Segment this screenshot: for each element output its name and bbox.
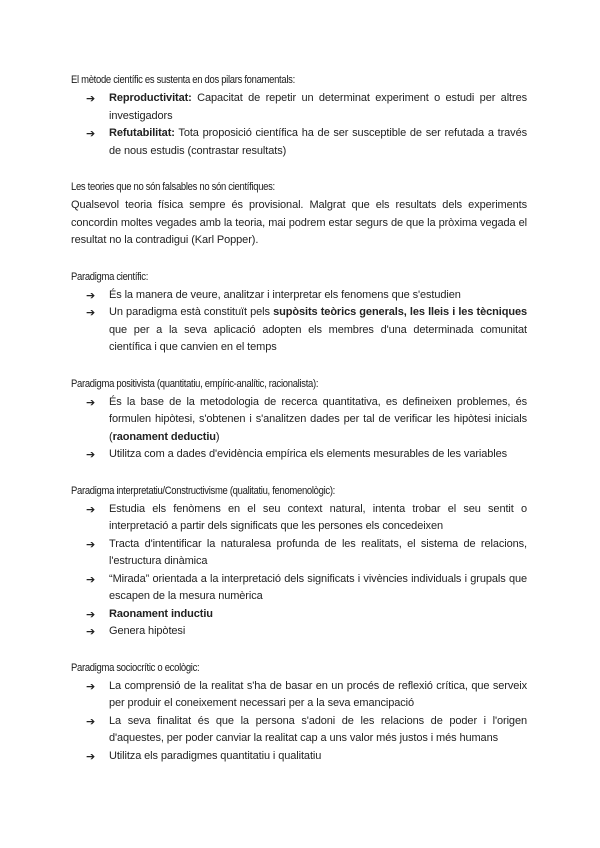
item-text: Tota proposició científica ha de ser susceptible de ser refutada a través de nous estudis (contrastar resultats) bbox=[109, 127, 527, 157]
item-text: La comprensió de la realitat s'ha de basar en un procés de reflexió crítica, que serveix per produir el coneixement necessari per a la seva emancipació bbox=[109, 679, 527, 709]
list-item bbox=[71, 623, 527, 641]
item-text: Utilitza els paradigmes quantitatiu i qualitatiu bbox=[109, 749, 322, 762]
list-item bbox=[71, 571, 527, 606]
section-heading: El mètode científic es sustenta en dos pilars fonamentals: bbox=[71, 74, 295, 86]
bold-term: supòsits teòrics generals, les lleis i les tècniques bbox=[273, 306, 527, 318]
arrow-bullet-icon: ➔ bbox=[86, 607, 96, 621]
item-text: La seva finalitat és que la persona s'adoni de les relacions de poder i l'origen d'aquestes, per poder canviar la realitat cap a uns valor més justos i més humans bbox=[109, 714, 527, 744]
arrow-bullet-icon: ➔ bbox=[86, 679, 96, 693]
bold-term: raonament deductiu bbox=[112, 430, 216, 443]
arrow-bullet-icon: ➔ bbox=[86, 537, 96, 551]
list-item bbox=[71, 748, 527, 766]
bold-term: Raonament inductiu bbox=[109, 607, 213, 620]
list-item bbox=[71, 713, 527, 748]
item-text: És la manera de veure, analitzar i interpretar els fenomens que s'estudien bbox=[109, 288, 461, 301]
list-item bbox=[71, 501, 527, 536]
bold-term: Reproductivitat: bbox=[109, 92, 192, 104]
arrow-bullet-icon: ➔ bbox=[86, 572, 96, 586]
bullet-list bbox=[71, 287, 527, 357]
list-item bbox=[71, 394, 527, 447]
list-item bbox=[71, 287, 527, 305]
arrow-bullet-icon: ➔ bbox=[86, 714, 96, 728]
list-item bbox=[71, 678, 527, 713]
item-text: ) bbox=[215, 430, 220, 443]
arrow-bullet-icon: ➔ bbox=[86, 288, 96, 302]
list-item bbox=[71, 536, 527, 571]
bullet-list bbox=[71, 394, 527, 464]
section-scientific-paradigm bbox=[71, 269, 527, 357]
document-content bbox=[71, 72, 527, 784]
bold-term: Refutabilitat: bbox=[109, 127, 175, 139]
item-text: que per a la seva aplicació adopten els membres d'una determinada comunitat científica i que canvien en el temps bbox=[109, 323, 527, 353]
section-heading: Paradigma interpretatiu/Constructivisme (qualitatiu, fenomenològic): bbox=[71, 484, 335, 497]
bullet-list bbox=[71, 501, 527, 641]
section-sociocritical-paradigm bbox=[71, 660, 527, 766]
item-text: Genera hipòtesi bbox=[109, 625, 186, 637]
arrow-bullet-icon: ➔ bbox=[86, 395, 96, 409]
arrow-bullet-icon: ➔ bbox=[86, 625, 96, 638]
section-heading: Paradigma sociocrític o ecològic: bbox=[71, 661, 200, 674]
list-item bbox=[71, 304, 527, 357]
arrow-bullet-icon: ➔ bbox=[86, 127, 96, 140]
arrow-bullet-icon: ➔ bbox=[86, 749, 96, 763]
list-item bbox=[71, 125, 527, 160]
arrow-bullet-icon: ➔ bbox=[86, 92, 96, 105]
bullet-list bbox=[71, 90, 527, 160]
arrow-bullet-icon: ➔ bbox=[86, 306, 96, 319]
item-text: Estudia els fenòmens en el seu context natural, intenta trobar el seu sentit o interpretació a partir dels significats que les persones els concedeixen bbox=[109, 502, 527, 532]
item-text: Utilitza com a dades d'evidència empírica els elements mesurables de les variables bbox=[109, 448, 508, 460]
section-heading: Paradigma científic: bbox=[71, 270, 149, 283]
arrow-bullet-icon: ➔ bbox=[86, 502, 96, 516]
bullet-list bbox=[71, 678, 527, 766]
item-text: Capacitat de repetir un determinat experiment o estudi per altres investigadors bbox=[109, 92, 527, 122]
item-text-pre: És la base de la metodologia de recerca quantitativa, es defineixen problemes, és formulen hipòtesi, s'obtenen i s'analitzen dades per tal de verificar les hipòtesi inicials ( bbox=[109, 395, 527, 443]
section-scientific-method bbox=[71, 72, 527, 160]
list-item bbox=[71, 606, 527, 624]
list-item bbox=[71, 446, 527, 464]
item-text: “Mirada” orientada a la interpretació dels significats i vivències individuals i grupals que escapen de la mesura numèrica bbox=[109, 572, 527, 602]
section-falsifiable-theories bbox=[71, 179, 527, 250]
section-interpretive-paradigm bbox=[71, 483, 527, 641]
arrow-bullet-icon: ➔ bbox=[86, 448, 96, 461]
item-text-pre: Un paradigma està constituït pels bbox=[109, 306, 274, 318]
list-item bbox=[71, 90, 527, 125]
item-text: Tracta d'intentificar la naturalesa profunda de les realitats, el sistema de relacions, l'estructura dinàmica bbox=[109, 537, 527, 567]
section-heading: Les teories que no són falsables no són científiques: bbox=[71, 181, 275, 193]
paragraph: Qualsevol teoria física sempre és provisional. Malgrat que els resultats dels experiments concordin moltes vegades amb la teoria, mai podrem estar segurs de que la pròxima vegada el resultat no la contradigui (Karl Popper). bbox=[71, 199, 527, 246]
section-heading: Paradigma positivista (quantitatiu, empíric-analític, racionalista): bbox=[71, 377, 319, 390]
section-positivist-paradigm bbox=[71, 376, 527, 464]
